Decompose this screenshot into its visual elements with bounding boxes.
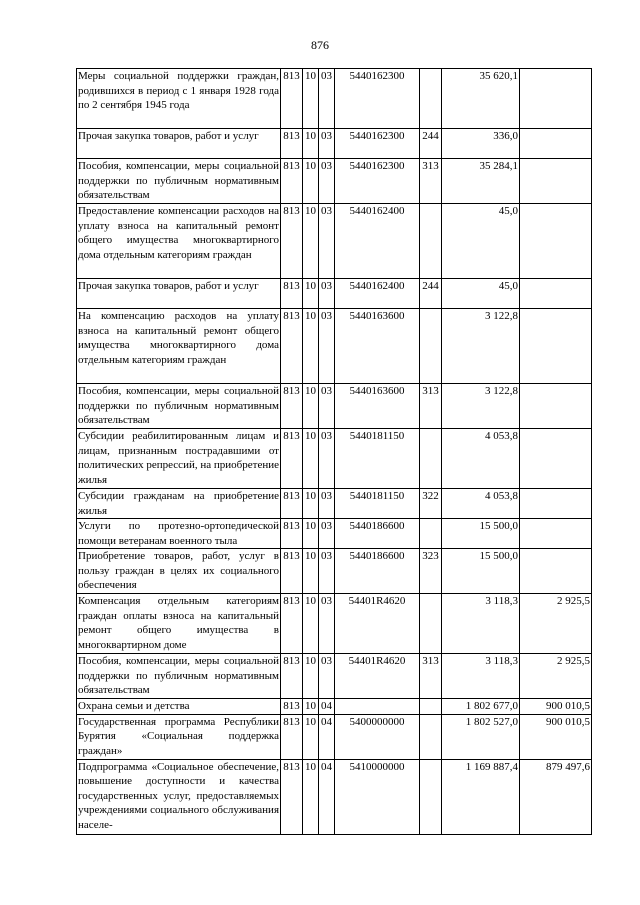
section-code: 10 (303, 489, 319, 519)
section-code: 10 (303, 594, 319, 654)
table-row (77, 279, 592, 309)
amount-total: 15 500,0 (442, 519, 520, 549)
ministry-code: 813 (281, 384, 303, 429)
ministry-code: 813 (281, 129, 303, 159)
amount-federal (520, 129, 592, 159)
amount-total: 45,0 (442, 279, 520, 309)
amount-federal (520, 429, 592, 489)
amount-total: 3 118,3 (442, 654, 520, 699)
target-article-code: 5440181150 (335, 429, 420, 489)
row-name: Прочая закупка товаров, работ и услуг (77, 129, 281, 159)
subsection-code: 03 (319, 204, 335, 279)
section-code: 10 (303, 309, 319, 384)
table-row (77, 654, 592, 699)
ministry-code: 813 (281, 429, 303, 489)
amount-federal (520, 489, 592, 519)
subsection-code: 04 (319, 714, 335, 759)
section-code: 10 (303, 279, 319, 309)
ministry-code: 813 (281, 279, 303, 309)
row-name: Меры социальной поддержки граждан, родившихся в период с 1 января 1928 года по 2 сентября 1945 года (77, 69, 281, 129)
amount-federal: 900 010,5 (520, 699, 592, 715)
row-name: Пособия, компенсации, меры социальной поддержки по публичным нормативным обязательствам (77, 159, 281, 204)
ministry-code: 813 (281, 594, 303, 654)
table-row (77, 159, 592, 204)
row-name: Субсидии гражданам на приобретение жилья (78, 490, 279, 517)
expense-type-code: 313 (420, 654, 442, 699)
section-code: 10 (303, 129, 319, 159)
amount-total: 1 802 677,0 (442, 699, 520, 715)
amount-total: 35 284,1 (442, 159, 520, 204)
row-name: Пособия, компенсации, меры социальной поддержки по публичным нормативным обязательствам (77, 384, 281, 429)
row-name: Государственная программа Республики Бурятия «Социальная поддержка граждан» (77, 714, 281, 759)
expense-type-code (420, 519, 442, 549)
ministry-code: 813 (281, 204, 303, 279)
subsection-code: 03 (319, 69, 335, 129)
section-code: 10 (303, 519, 319, 549)
section-code: 10 (303, 204, 319, 279)
amount-federal (520, 309, 592, 384)
row-name: Услуги по протезно-ортопедической помощи ветеранам военного тыла (78, 520, 279, 547)
amount-total: 35 620,1 (442, 69, 520, 129)
row-name: Охрана семьи и детства (77, 699, 281, 715)
expense-type-code (420, 699, 442, 715)
table-row (77, 489, 592, 519)
target-article-code: 54401R4620 (335, 594, 420, 654)
target-article-code: 5440162300 (335, 159, 420, 204)
subsection-code: 03 (319, 129, 335, 159)
amount-federal: 900 010,5 (520, 714, 592, 759)
target-article-code: 5440162300 (335, 69, 420, 129)
ministry-code: 813 (281, 714, 303, 759)
table-row (77, 429, 592, 489)
subsection-code: 03 (319, 654, 335, 699)
section-code: 10 (303, 429, 319, 489)
row-name: Пособия, компенсации, меры социальной поддержки по публичным нормативным обязательствам (77, 654, 281, 699)
row-name: Субсидии реабилитированным лицам и лицам, признанным пострадавшими от политических репрессий, на приобретение жилья (77, 429, 281, 489)
section-code: 10 (303, 384, 319, 429)
row-name: Приобретение товаров, работ, услуг в пользу граждан в целях их социального обеспечения (77, 549, 281, 594)
target-article-code: 5440181150 (335, 489, 420, 519)
table-row (77, 204, 592, 279)
amount-federal (520, 69, 592, 129)
amount-federal (520, 549, 592, 594)
expense-type-code: 322 (420, 489, 442, 519)
row-name: На компенсацию расходов на уплату взноса на капитальный ремонт общего имущества многоквартирного дома отдельным категориям граждан (77, 309, 281, 384)
subsection-code: 04 (319, 699, 335, 715)
amount-federal (520, 159, 592, 204)
table-row (77, 549, 592, 594)
table-row (77, 384, 592, 429)
table-row (77, 699, 592, 715)
expense-type-code: 244 (420, 129, 442, 159)
amount-total: 1 169 887,4 (442, 759, 520, 834)
table-body (77, 69, 592, 835)
ministry-code: 813 (281, 309, 303, 384)
amount-total: 336,0 (442, 129, 520, 159)
section-code: 10 (303, 159, 319, 204)
table-row (77, 519, 592, 549)
table-row (77, 759, 592, 834)
amount-total: 1 802 527,0 (442, 714, 520, 759)
expense-type-code (420, 309, 442, 384)
row-name: Компенсация отдельным категориям граждан оплаты взноса на капитальный ремонт общего имущества в многоквартирном доме (77, 594, 281, 654)
expense-type-code (420, 69, 442, 129)
table-row (77, 309, 592, 384)
amount-total: 45,0 (442, 204, 520, 279)
expense-type-code: 323 (420, 549, 442, 594)
target-article-code (335, 699, 420, 715)
expense-type-code (420, 594, 442, 654)
ministry-code: 813 (281, 69, 303, 129)
target-article-code: 5440162400 (335, 279, 420, 309)
section-code: 10 (303, 699, 319, 715)
subsection-code: 03 (319, 279, 335, 309)
subsection-code: 03 (319, 489, 335, 519)
subsection-code: 04 (319, 759, 335, 834)
ministry-code: 813 (281, 654, 303, 699)
target-article-code: 5440186600 (335, 519, 420, 549)
amount-total: 15 500,0 (442, 549, 520, 594)
expense-type-code: 313 (420, 159, 442, 204)
ministry-code: 813 (281, 549, 303, 594)
target-article-code: 5440163600 (335, 384, 420, 429)
ministry-code: 813 (281, 489, 303, 519)
section-code: 10 (303, 759, 319, 834)
amount-federal (520, 384, 592, 429)
amount-federal (520, 204, 592, 279)
amount-federal: 2 925,5 (520, 654, 592, 699)
table-row (77, 594, 592, 654)
ministry-code: 813 (281, 699, 303, 715)
target-article-code: 5440162300 (335, 129, 420, 159)
subsection-code: 03 (319, 429, 335, 489)
amount-total: 4 053,8 (442, 489, 520, 519)
subsection-code: 03 (319, 594, 335, 654)
subsection-code: 03 (319, 549, 335, 594)
target-article-code: 54401R4620 (335, 654, 420, 699)
subsection-code: 03 (319, 309, 335, 384)
amount-total: 3 122,8 (442, 309, 520, 384)
subsection-code: 03 (319, 519, 335, 549)
target-article-code: 5440162400 (335, 204, 420, 279)
expense-type-code: 244 (420, 279, 442, 309)
section-code: 10 (303, 69, 319, 129)
target-article-code: 5410000000 (335, 759, 420, 834)
section-code: 10 (303, 549, 319, 594)
row-name: Предоставление компенсации расходов на уплату взноса на капитальный ремонт общего имущества многоквартирного дома отдельным категориям граждан (77, 204, 281, 279)
target-article-code: 5440163600 (335, 309, 420, 384)
table-row (77, 714, 592, 759)
ministry-code: 813 (281, 759, 303, 834)
expense-type-code (420, 759, 442, 834)
subsection-code: 03 (319, 159, 335, 204)
row-name: Прочая закупка товаров, работ и услуг (77, 279, 281, 309)
amount-federal: 2 925,5 (520, 594, 592, 654)
amount-federal (520, 279, 592, 309)
amount-federal (520, 519, 592, 549)
expense-type-code (420, 714, 442, 759)
subsection-code: 03 (319, 384, 335, 429)
ministry-code: 813 (281, 519, 303, 549)
ministry-code: 813 (281, 159, 303, 204)
expense-type-code (420, 204, 442, 279)
section-code: 10 (303, 714, 319, 759)
amount-total: 3 118,3 (442, 594, 520, 654)
table-row (77, 129, 592, 159)
expense-type-code (420, 429, 442, 489)
budget-table (76, 68, 592, 835)
amount-total: 3 122,8 (442, 384, 520, 429)
amount-federal: 879 497,6 (520, 759, 592, 834)
target-article-code: 5440186600 (335, 549, 420, 594)
section-code: 10 (303, 654, 319, 699)
amount-total: 4 053,8 (442, 429, 520, 489)
expense-type-code: 313 (420, 384, 442, 429)
table-row (77, 69, 592, 129)
target-article-code: 5400000000 (335, 714, 420, 759)
page-number: 876 (311, 38, 329, 52)
row-name: Подпрограмма «Социальное обеспечение, повышение доступности и качества государственных услуг, предоставляемых учреждениями социального обслуживания населе- (77, 759, 281, 834)
